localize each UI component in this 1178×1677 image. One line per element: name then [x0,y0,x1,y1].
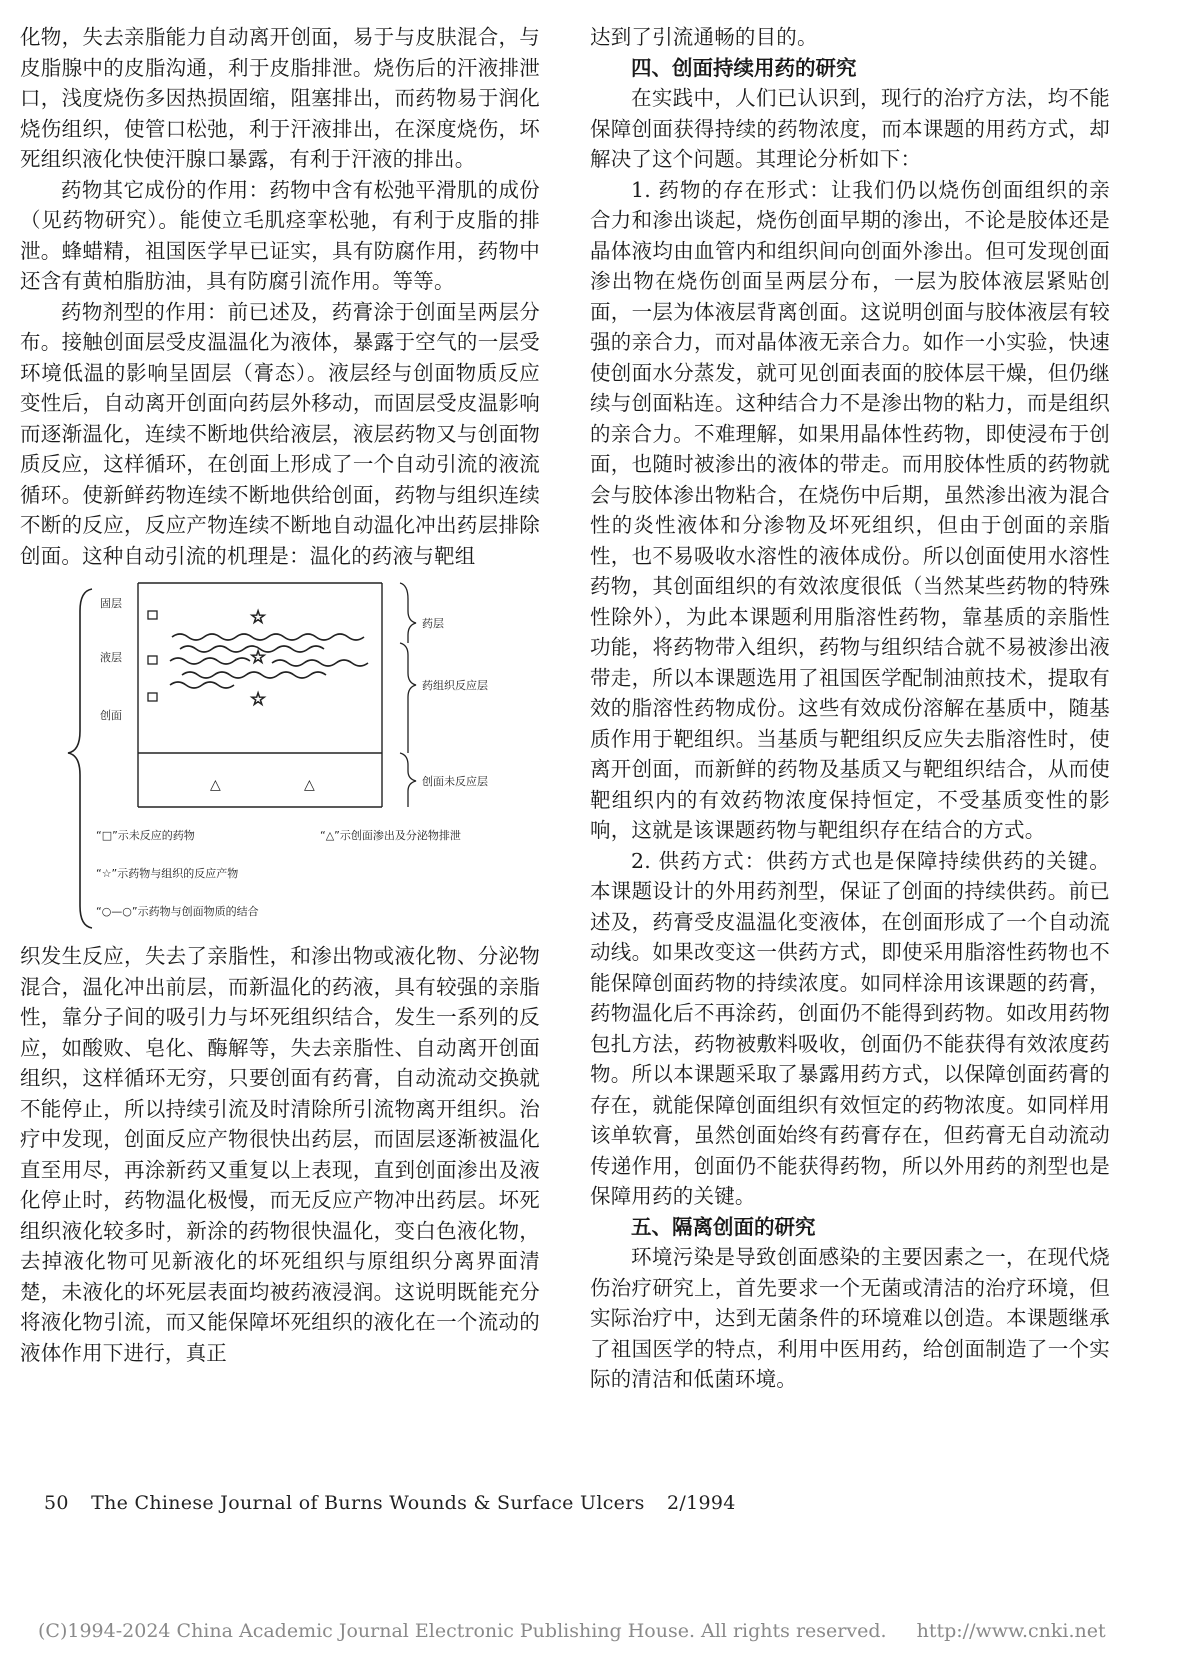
journal-name: The Chinese Journal of Burns Wounds & Surface Ulcers [91,1492,645,1514]
legend-triangle: “△”示创面渗出及分泌物排泄 [320,829,461,842]
page-footer [44,1492,752,1514]
drug-layer-brace [400,583,416,643]
wavy-line [182,672,326,678]
paragraph: 2. 供药方式：供药方式也是保障持续供药的关键。本课题设计的外用药剂型，保证了创面的持续供药。前已述及，药膏受皮温温化变液体，在创面形成了一个自动流动线。如果改变这一供药方式，即使采用脂溶性药物也不能保障创面药物的持续浓度。如同样涂用该课题的药膏，药物温化后不再涂药，创面仍不能得到药物。如改用药物包扎方法，药物被敷料吸收，创面仍不能获得有效浓度药物。所以本课题采取了暴露用药方式，以保障创面药膏的存在，就能保障创面组织有效恒定的药物浓度。如同样用该单软膏，虽然创面始终有药膏存在，但药膏无自动流动传递作用，创面仍不能获得药物，所以外用药的剂型也是保障用药的关键。 [590,848,1110,1208]
wavy-line [170,682,234,688]
legend-bond: “○—○”示药物与创面物质的结合 [96,905,259,918]
layer-diagram-figure [20,581,540,931]
paragraph: 织发生反应，失去了亲脂性，和渗出物或液化物、分泌物混合，温化冲出前层，而新温化的药液，具有较强的亲脂性，靠分子间的吸引力与坏死组织结合，发生一系列的反应，如酸败、皂化、酶解等，失去亲脂性、自动离开创面组织，这样循环无穷，只要创面有药膏，自动流动交换就不能停止，所以持续引流及时清除所引流物离开组织。治疗中发现，创面反应产物很快出药层，而固层逐渐被温化直至用尽，再涂新药又重复以上表现，直到创面渗出及液化停止时，药物温化极慢，而无反应产物冲出药层。坏死组织液化较多时，新涂的药物很快温化，变白色液化物，去掉液化物可见新液化的坏死组织与原组织分离界面清楚，未液化的坏死层表面均被药液浸润。这说明既能充分将液化物引流，而又能保障坏死组织的液化在一个流动的液体作用下进行，真正 [20,944,540,1365]
star-marker: ☆ [250,647,267,668]
paragraph: 化物，失去亲脂能力自动离开创面，易于与皮肤混合，与皮脂腺中的皮脂沟通，利于皮脂排泄。烧伤后的汗液排泄口，浅度烧伤多因热损固缩，阻塞排出，而药物易于润化烧伤组织，使管口松弛，利于汗液排出，在深度烧伤，坏死组织液化快使汗腺口暴露，有利于汗液的排出。 [20,25,540,171]
layer-diagram [20,581,540,931]
left-text-before-figure [20,22,540,571]
page-number: 50 [44,1492,69,1514]
section-heading: 五、隔离创面的研究 [631,1214,816,1239]
issue-number: 2/1994 [667,1492,736,1514]
square-marker [148,693,157,701]
paragraph: 药物其它成份的作用：药物中含有松弛平滑肌的成份（见药物研究）。能使立毛肌痉挛松驰，有利于皮脂的排泄。蜂蜡精，祖国医学早已证实，具有防腐作用，药物中还含有黄柏脂肪油，具有防腐引流作用。等等。 [20,177,540,293]
reaction-layer-brace [400,643,416,753]
label-wound: 创面 [100,709,122,722]
paragraph: 1. 药物的存在形式：让我们仍以烧伤创面组织的亲合力和渗出谈起，烧伤创面早期的渗出，不论是胶体还是晶体液均由血管内和组织间向创面外渗出。但可发现创面渗出物在烧伤创面呈两层分布，一层为胶体液层紧贴创面，一层为体液层背离创面。这说明创面与胶体液层有较强的亲合力，而对晶体液无亲合力。如作一小实验，快速使创面水分蒸发，就可见创面表面的胶体层干燥，但仍继续与创面粘连。这种结合力不是渗出物的粘力，而是组织的亲合力。不难理解，如果用晶体性药物，即使浸布于创面，也随时被渗出的液体的带走。而用胶体性质的药物就会与胶体渗出物粘合，在烧伤中后期，虽然渗出液为混合性的炎性液体和分渗物及坏死组织，但由于创面的亲脂性，也不易吸收水溶性的液体成份。所以创面使用水溶性药物，其创面组织的有效浓度很低（当然某些药物的特殊性除外），为此本课题利用脂溶性药物，靠基质的亲脂性功能，将药物带入组织，药物与组织结合就不易被渗出液带走，所以本课题选用了祖国医学配制油煎技术，提取有效的脂溶性药物成份。这些有效成份溶解在基质中，随基质作用于靶组织。当基质与靶组织反应失去脂溶性时，使离开创面，而新鲜的药物及基质又与靶组织结合，从而使靶组织内的有效药物浓度保持恒定，不受基质变性的影响，这就是该课题药物与靶组织存在结合的方式。 [590,177,1110,842]
left-column [20,22,540,1368]
label-liquid-layer: 液层 [100,651,122,664]
star-marker: ☆ [250,607,267,628]
label-unreacted-layer: 创面未反应层 [422,775,488,788]
label-reaction-layer: 药组织反应层 [422,679,488,692]
square-marker [148,611,157,619]
triangle-marker: △ [210,777,221,793]
square-marker [148,656,157,664]
paragraph: 环境污染是导致创面感染的主要因素之一，在现代烧伤治疗研究上，首先要求一个无菌或清洁的治疗环境，但实际治疗中，达到无菌条件的环境难以创造。本课题继承了祖国医学的特点，利用中医用药，给创面制造了一个实际的清洁和低菌环境。 [590,1245,1110,1391]
label-drug-layer: 药层 [422,617,444,630]
legend-star: “☆”示药物与组织的反应产物 [96,867,239,880]
legend-square: “□”示未反应的药物 [96,829,195,842]
paragraph: 达到了引流通畅的目的。 [590,25,818,49]
outer-brace [68,589,92,928]
copyright-url[interactable]: http://www.cnki.net [916,1620,1106,1642]
unreacted-layer-brace [400,753,416,807]
paragraph: 药物剂型的作用：前已述及，药膏涂于创面呈两层分布。接触创面层受皮温温化为液体，暴露于空气的一层受环境低温的影响呈固层（膏态）。液层经与创面物质反应变性后，自动离开创面向药层外移动，而固层受皮温影响而逐渐温化，连续不断地供给液层，液层药物又与创面物质反应，这样循环，在创面上形成了一个自动引流的液流循环。使新鲜药物连续不断地供给创面，药物与组织连续不断的反应，反应产物连续不断地自动温化冲出药层排除创面。这种自动引流的机理是：温化的药液与靶组 [20,299,540,568]
triangle-marker: △ [304,777,315,793]
paragraph: 在实践中，人们已认识到，现行的治疗方法，均不能保障创面获得持续的药物浓度，而本课题的用药方式，却解决了这个问题。其理论分析如下： [590,86,1110,171]
wavy-line [172,634,364,640]
copyright-text: (C)1994-2024 China Academic Journal Electronic Publishing House. All rights reserved. [38,1620,887,1642]
right-column [590,22,1110,1395]
section-heading: 四、创面持续用药的研究 [631,55,857,80]
wavy-line [272,660,368,666]
label-solid-layer: 固层 [100,597,122,610]
wavy-line [170,658,250,664]
copyright-line [38,1620,1106,1642]
left-text-after-figure [20,941,540,1368]
star-marker: ☆ [250,689,267,710]
